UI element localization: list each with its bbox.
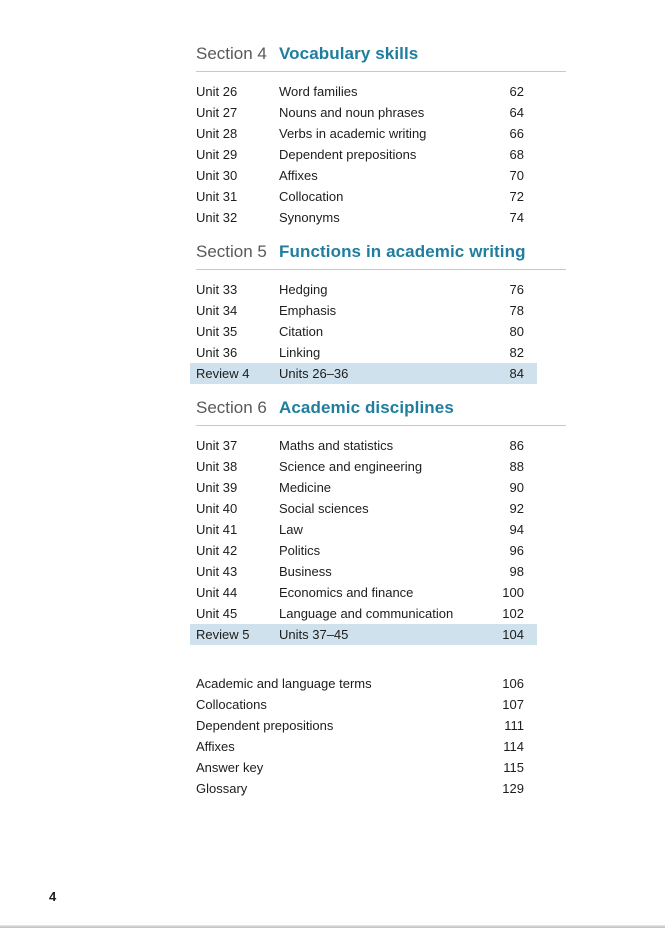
unit-label: Unit 26 [196,84,238,99]
unit-title: Medicine [279,480,332,495]
unit-title: Verbs in academic writing [279,126,427,141]
unit-label: Unit 36 [196,345,238,360]
toc-row [190,300,537,321]
unit-label: Unit 41 [196,522,238,537]
toc-row [190,540,537,561]
unit-title: Collocation [279,189,344,204]
toc-row [190,102,537,123]
unit-title: Word families [279,84,358,99]
unit-label: Unit 38 [196,459,238,474]
unit-title: Business [279,564,332,579]
backmatter-title: Glossary [196,781,248,796]
backmatter-page-number: 106 [502,676,524,691]
toc-row [190,477,537,498]
section-rows [196,279,566,384]
section-label: Section 4 [196,44,267,63]
toc-row [190,207,537,228]
unit-page-number: 70 [509,168,524,183]
unit-title: Hedging [279,282,328,297]
section-rows [196,81,566,228]
unit-title: Citation [279,324,324,339]
unit-label: Unit 40 [196,501,238,516]
toc-row [190,435,537,456]
unit-page-number: 66 [509,126,524,141]
section-rows [196,435,566,645]
unit-page-number: 64 [509,105,524,120]
toc-row [190,498,537,519]
unit-page-number: 98 [509,564,524,579]
toc-row [190,561,537,582]
unit-label: Unit 43 [196,564,238,579]
toc-review-row [190,624,537,645]
unit-page-number: 82 [509,345,524,360]
toc-row [190,186,537,207]
toc-row [190,582,537,603]
backmatter-list [196,673,566,799]
unit-title: Language and communication [279,606,454,621]
section-label: Section 5 [196,242,267,261]
unit-title: Affixes [279,168,318,183]
unit-title: Law [279,522,303,537]
unit-page-number: 90 [509,480,524,495]
page-folio: 4 [49,889,57,904]
review-page-number: 84 [509,366,524,381]
unit-page-number: 94 [509,522,524,537]
backmatter-row [190,778,537,799]
unit-page-number: 68 [509,147,524,162]
review-page-number: 104 [502,627,524,642]
unit-label: Unit 28 [196,126,238,141]
section-label: Section 6 [196,398,267,417]
unit-label: Unit 39 [196,480,238,495]
backmatter-row [190,736,537,757]
unit-label: Unit 34 [196,303,238,318]
unit-title: Maths and statistics [279,438,394,453]
unit-page-number: 72 [509,189,524,204]
toc-row [190,144,537,165]
unit-label: Unit 31 [196,189,238,204]
backmatter-row [190,694,537,715]
backmatter-page-number: 114 [503,739,524,754]
review-title: Units 37–45 [279,627,349,642]
unit-title: Linking [279,345,321,360]
section-title: Vocabulary skills [279,44,419,63]
review-title: Units 26–36 [279,366,349,381]
unit-title: Synonyms [279,210,340,225]
table-of-contents [196,44,566,799]
backmatter-title: Affixes [196,739,235,754]
unit-label: Unit 42 [196,543,238,558]
backmatter-row [190,673,537,694]
backmatter-row [190,715,537,736]
unit-page-number: 96 [509,543,524,558]
unit-page-number: 76 [509,282,524,297]
unit-title: Dependent prepositions [279,147,417,162]
unit-label: Unit 35 [196,324,238,339]
review-label: Review 5 [196,627,250,642]
section-title: Academic disciplines [279,398,454,417]
backmatter-title: Answer key [196,760,264,775]
unit-page-number: 102 [502,606,524,621]
toc-row [190,321,537,342]
toc-section-6 [196,398,566,645]
unit-label: Unit 37 [196,438,238,453]
backmatter-page-number: 107 [502,697,524,712]
backmatter-title: Dependent prepositions [196,718,334,733]
unit-page-number: 88 [509,459,524,474]
backmatter-title: Academic and language terms [196,676,372,691]
section-heading [196,398,566,426]
toc-row [190,81,537,102]
section-heading [196,44,566,72]
unit-label: Unit 27 [196,105,238,120]
unit-page-number: 92 [509,501,524,516]
toc-row [190,342,537,363]
unit-page-number: 80 [509,324,524,339]
unit-label: Unit 32 [196,210,238,225]
toc-review-row [190,363,537,384]
unit-title: Nouns and noun phrases [279,105,425,120]
unit-page-number: 86 [509,438,524,453]
toc-row [190,165,537,186]
unit-title: Emphasis [279,303,337,318]
unit-page-number: 78 [509,303,524,318]
unit-label: Unit 45 [196,606,238,621]
toc-row [190,603,537,624]
unit-label: Unit 33 [196,282,238,297]
section-title: Functions in academic writing [279,242,526,261]
unit-title: Economics and finance [279,585,414,600]
backmatter-row [190,757,537,778]
backmatter-page-number: 129 [502,781,524,796]
unit-label: Unit 44 [196,585,238,600]
review-label: Review 4 [196,366,250,381]
section-heading [196,242,566,270]
unit-title: Science and engineering [279,459,423,474]
toc-row [190,123,537,144]
unit-title: Politics [279,543,321,558]
unit-label: Unit 30 [196,168,238,183]
unit-page-number: 74 [509,210,524,225]
toc-section-5 [196,242,566,384]
toc-section-4 [196,44,566,228]
toc-row [190,456,537,477]
unit-page-number: 100 [502,585,524,600]
backmatter-title: Collocations [196,697,267,712]
unit-label: Unit 29 [196,147,238,162]
backmatter-page-number: 111 [504,718,524,733]
unit-title: Social sciences [279,501,369,516]
unit-page-number: 62 [509,84,524,99]
toc-row [190,519,537,540]
backmatter-page-number: 115 [503,760,524,775]
toc-row [190,279,537,300]
